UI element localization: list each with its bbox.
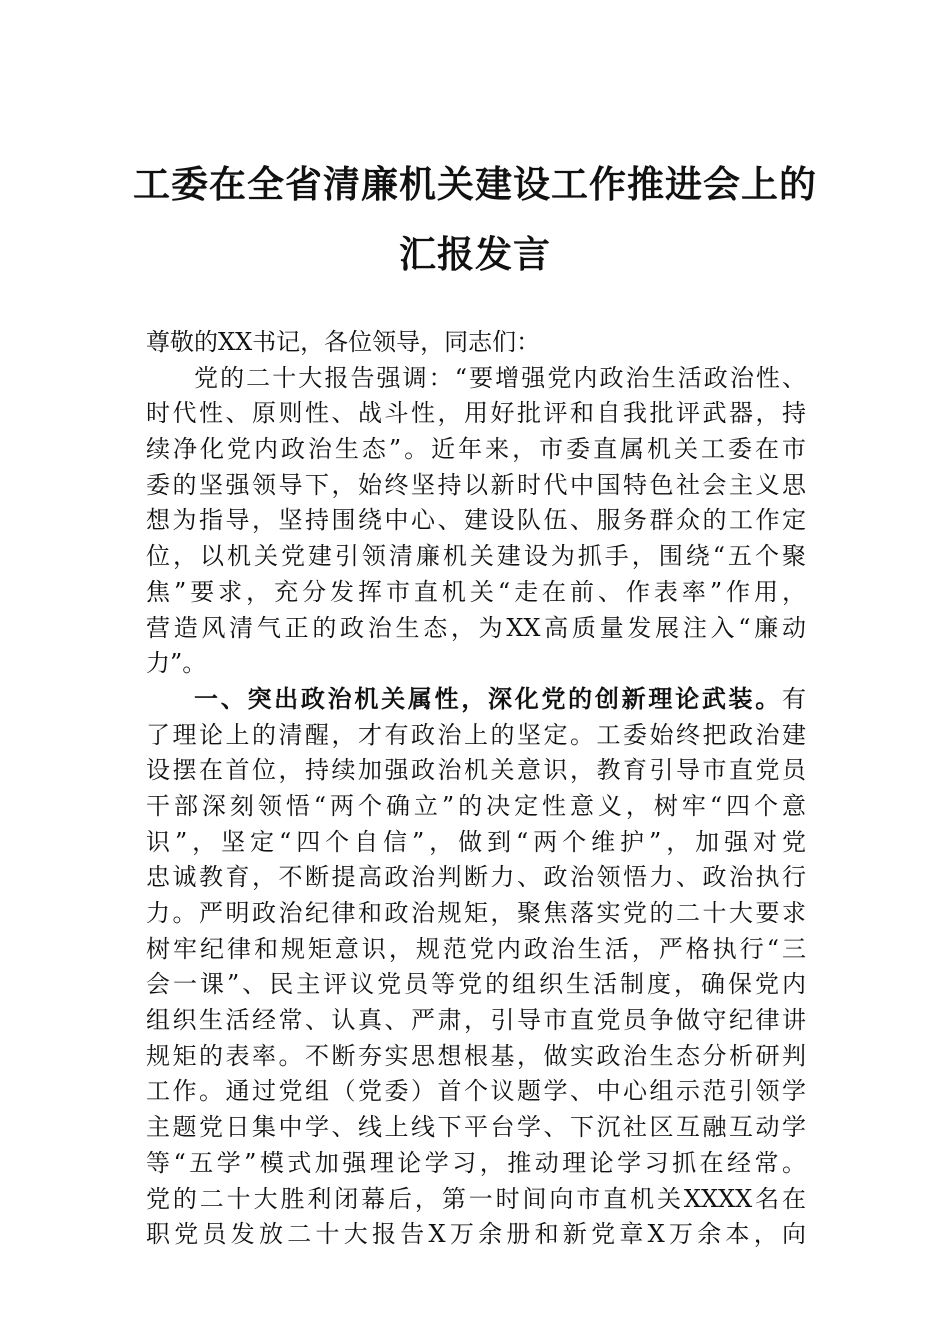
section-1-line: 识”，坚定“四个自信”，做到“两个维护”，加强对党 xyxy=(146,827,806,856)
paragraph-1-line: 力”。 xyxy=(146,649,207,678)
paragraph-1-line: 续净化党内政治生态”。近年来，市委直属机关工委在市 xyxy=(146,435,806,464)
section-1-line: 工作。通过党组（党委）首个议题学、中心组示范引领学 xyxy=(146,1077,806,1106)
section-1-line: 职党员发放二十大报告X万余册和新党章X万余本，向 xyxy=(146,1220,806,1249)
section-1-line: 干部深刻领悟“两个确立”的决定性意义，树牢“四个意 xyxy=(146,791,806,820)
paragraph-1-line: 位，以机关党建引领清廉机关建设为抓手，围绕“五个聚 xyxy=(146,542,806,571)
section-1-line: 了理论上的清醒，才有政治上的坚定。工委始终把政治建 xyxy=(146,720,806,749)
paragraph-1-line: 党的二十大报告强调：“要增强党内政治生活政治性、 xyxy=(194,363,806,392)
paragraph-1-line: 想为指导，坚持围绕中心、建设队伍、服务群众的工作定 xyxy=(146,506,806,535)
section-1-line: 力。严明政治纪律和政治规矩，聚焦落实党的二十大要求 xyxy=(146,899,806,927)
paragraph-1-line: 营造风清气正的政治生态，为XX高质量发展注入“廉动 xyxy=(146,613,806,642)
section-1-line: 规矩的表率。不断夯实思想根基，做实政治生态分析研判 xyxy=(146,1041,806,1070)
section-1-line: 设摆在首位，持续加强政治机关意识，教育引导市直党员 xyxy=(146,756,806,785)
section-1-line: 树牢纪律和规矩意识，规范党内政治生活，严格执行“三 xyxy=(146,934,806,963)
salutation: 尊敬的XX书记，各位领导，同志们： xyxy=(146,328,541,356)
document-title-line-2: 汇报发言 xyxy=(399,233,551,276)
section-1-line: 忠诚教育，不断提高政治判断力、政治领悟力、政治执行 xyxy=(146,863,806,892)
section-1-line: 会一课”、民主评议党员等党的组织生活制度，确保党内 xyxy=(146,970,806,999)
section-1-line: 主题党日集中学、线上线下平台学、下沉社区互融互动学 xyxy=(146,1113,806,1142)
section-1-heading: 一、突出政治机关属性，深化党的创新理论武装。 xyxy=(194,684,782,713)
section-1-first-line xyxy=(146,682,806,718)
paragraph-1-line: 时代性、原则性、战斗性，用好批评和自我批评武器，持 xyxy=(146,399,806,428)
document-body xyxy=(146,325,806,1253)
section-1-line: 等“五学”模式加强理论学习，推动理论学习抓在经常。 xyxy=(146,1148,806,1177)
section-1-line: 组织生活经常、认真、严肃，引导市直党员争做守纪律讲 xyxy=(146,1006,806,1035)
section-1-line: 党的二十大胜利闭幕后，第一时间向市直机关XXXX名在 xyxy=(146,1184,806,1213)
paragraph-1-line: 焦”要求，充分发挥市直机关“走在前、作表率”作用， xyxy=(146,577,806,606)
section-1-first-line-tail: 有 xyxy=(782,684,806,713)
paragraph-1-line: 委的坚强领导下，始终坚持以新时代中国特色社会主义思 xyxy=(146,470,806,499)
document-title-line-1: 工委在全省清廉机关建设工作推进会上的 xyxy=(133,163,817,206)
